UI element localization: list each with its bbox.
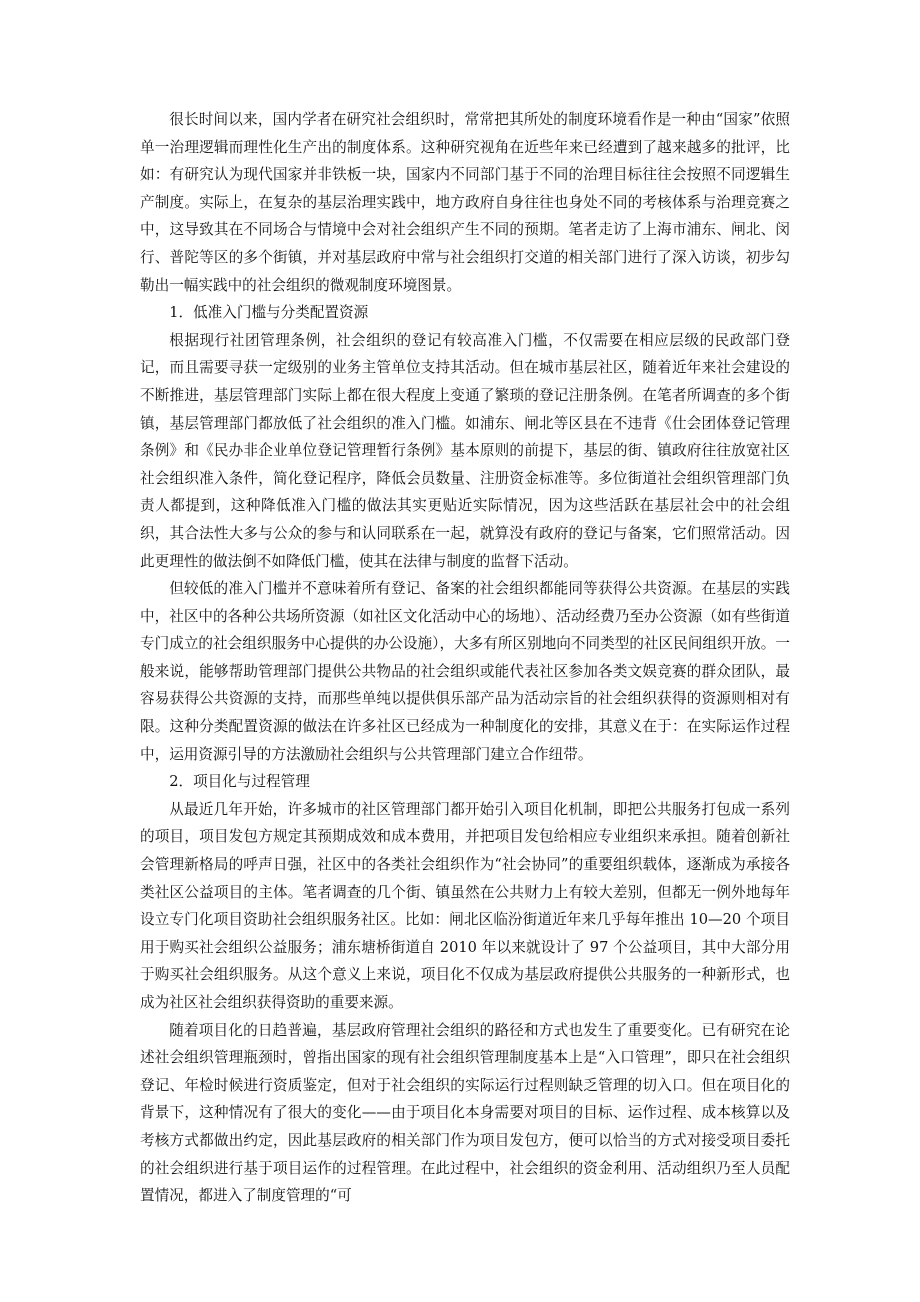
paragraph-section2-b: 随着项目化的日趋普遍，基层政府管理社会组织的路径和方式也发生了重要变化。已有研究在论述社会组织管理瓶颈时，曾指出国家的现有社会组织管理制度基本上是“入口管理”，即只在社会组织登记、年检时候进行资质鉴定，但对于社会组织的实际运行过程则缺乏管理的切入口。但在项目化的背景下，这种情况有了很大的变化——由于项目化本身需要对项目的目标、运作过程、成本核算以及考核方式都做出约定，因此基层政府的相关部门作为项目发包方，便可以恰当的方式对接受项目委托的社会组织进行基于项目运作的过程管理。在此过程中，社会组织的资金利用、活动组织乃至人员配置情况，都进入了制度管理的“可 [140, 1021, 790, 1205]
section-heading-1: 1．低准入门槛与分类配置资源 [169, 304, 369, 322]
document-body [140, 106, 790, 1210]
paragraph-section1-a: 根据现行社团管理条例，社会组织的登记有较高准入门槛，不仅需要在相应层级的民政部门登记，而且需要寻获一定级别的业务主管单位支持其活动。但在城市基层社区，随着近年来社会建设的不断推进，基层管理部门实际上都在很大程度上变通了繁琐的登记注册条例。在笔者所调查的多个街镇，基层管理部门都放低了社会组织的准入门槛。如浦东、闸北等区县在不违背《仕会团体登记管理条例》和《民办非企业单位登记管理暂行条例》基本原则的前提下，基层的街、镇政府往往放宽社区社会组织准入条件，简化登记程序，降低会员数量、注册资金标准等。多位街道社会组织管理部门负责人都提到，这种降低准入门槛的做法其实更贴近实际情况，因为这些活跃在基层社会中的社会组织，其合法性大多与公众的参与和认同联系在一起，就算没有政府的登记与备案，它们照常活动。因此更理性的做法倒不如降低门槛，使其在法律与制度的监督下活动。 [140, 331, 790, 570]
paragraph-section1-b: 但较低的准入门槛并不意味着所有登记、备案的社会组织都能同等获得公共资源。在基层的实践中，社区中的各种公共场所资源（如社区文化活动中心的场地）、活动经费乃至办公资源（如有些街道专门成立的社会组织服务中心提供的办公设施），大多有所区别地向不同类型的社区民间组织开放。一般来说，能够帮助管理部门提供公共物品的社会组织或能代表社区参加各类文娱竞赛的群众团队，最容易获得公共资源的支持，而那些单纯以提供俱乐部产品为活动宗旨的社会组织获得的资源则相对有限。这种分类配置资源的做法在许多社区已经成为一种制度化的安排，其意义在于：在实际运作过程中，运用资源引导的方法激励社会组织与公共管理部门建立合作纽带。 [140, 580, 790, 763]
section-heading-2: 2．项目化与过程管理 [169, 773, 310, 791]
paragraph-section2-a: 从最近几年开始，许多城市的社区管理部门都开始引入项目化机制，即把公共服务打包成一系列的项目，项目发包方规定其预期成效和成本费用，并把项目发包给相应专业组织来承担。随着创新社会管理新格局的呼声日强，社区中的各类社会组织作为“社会协同”的重要组织载体，逐渐成为承接各类社区公益项目的主体。笔者调查的几个街、镇虽然在公共财力上有较大差别，但都无一例外地每年设立专门化项目资助社会组织服务社区。比如：闸北区临汾街道近年来几乎每年推出 10—20 个项目用于购买社会组织公益服务；浦东塘桥街道自 2010 年以来就设计了 97 个公益项目，其中大部分用于购买社会组织服务。从这个意义上来说，项目化不仅成为基层政府提供公共服务的一种新形式，也成为社区社会组织获得资助的重要来源。 [140, 800, 790, 1011]
paragraph-intro: 很长时间以来，国内学者在研究社会组织时，常常把其所处的制度环境看作是一种由“国家”依照单一治理逻辑而理性化生产出的制度体系。这种研究视角在近些年来已经遭到了越来越多的批评，比如：有研究认为现代国家并非铁板一块，国家内不同部门基于不同的治理目标往往会按照不同逻辑生产制度。实际上，在复杂的基层治理实践中，地方政府自身往往也身处不同的考核体系与治理竞赛之中，这导致其在不同场合与情境中会对社会组织产生不同的预期。笔者走访了上海市浦东、闸北、闵行、普陀等区的多个街镇，并对基层政府中常与社会组织打交道的相关部门进行了深入访谈，初步勾勒出一幅实践中的社会组织的微观制度环境图景。 [140, 111, 790, 294]
